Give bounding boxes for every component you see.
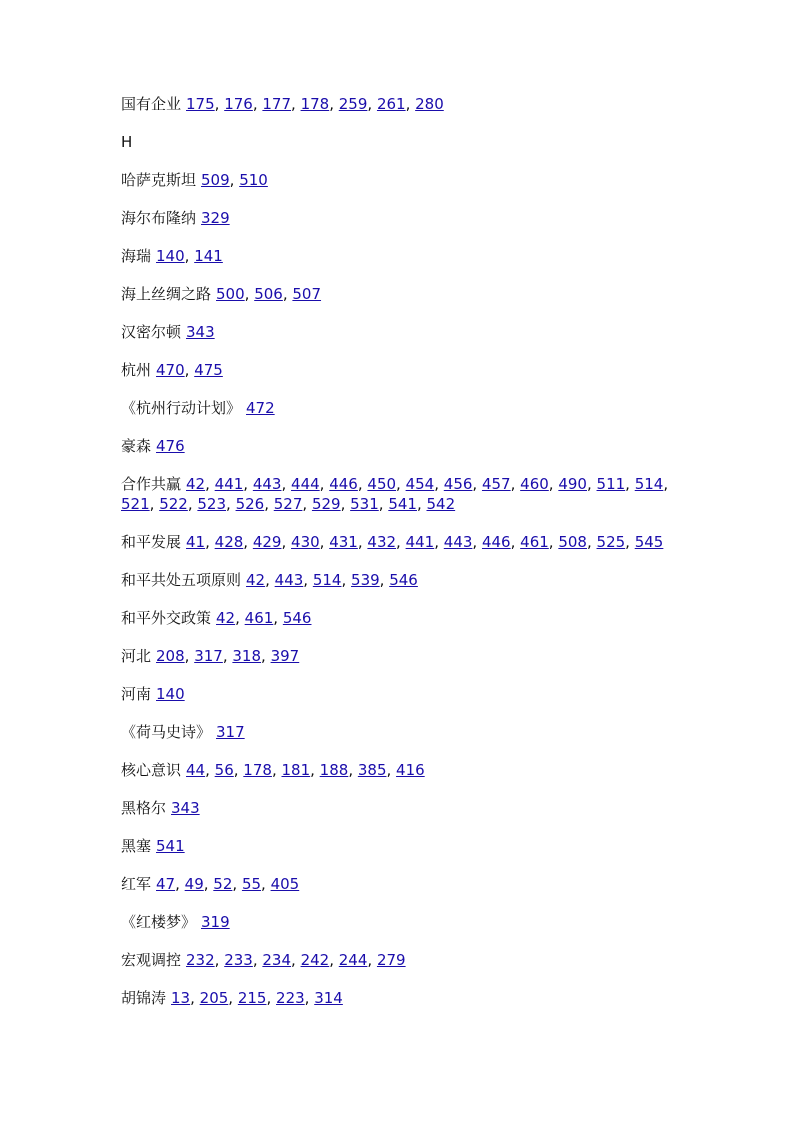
page-link[interactable]: 397 — [270, 647, 300, 665]
page-link[interactable]: 55 — [241, 875, 262, 893]
page-link[interactable]: 44 — [186, 761, 206, 779]
page-link[interactable]: 215 — [237, 989, 267, 1007]
page-link[interactable]: 428 — [214, 533, 244, 551]
page-link[interactable]: 175 — [186, 95, 215, 113]
page-link[interactable]: 141 — [194, 247, 223, 265]
page-separator: , — [348, 761, 358, 779]
page-separator: , — [271, 761, 282, 779]
index-term: 黑塞 — [121, 837, 152, 855]
page-link[interactable]: 343 — [186, 323, 215, 341]
index-entry — [121, 322, 681, 342]
page-link[interactable]: 56 — [214, 761, 234, 779]
index-entry — [121, 646, 681, 666]
page-separator: , — [302, 495, 312, 513]
page-link[interactable]: 541 — [388, 495, 417, 513]
index-entry — [121, 988, 681, 1008]
page-link[interactable]: 508 — [558, 533, 587, 551]
page-link[interactable]: 443 — [443, 533, 473, 551]
index-entry — [121, 436, 681, 456]
page-separator: , — [663, 475, 669, 493]
page-link[interactable]: 47 — [156, 875, 176, 893]
page-link[interactable]: 429 — [252, 533, 282, 551]
page-separator: , — [510, 475, 521, 493]
page-link[interactable]: 244 — [338, 951, 368, 969]
page-link[interactable]: 318 — [232, 647, 262, 665]
page-separator: , — [357, 533, 368, 551]
page-link[interactable]: 461 — [244, 609, 274, 627]
page-link[interactable]: 317 — [216, 723, 245, 741]
page-separator: , — [282, 285, 293, 303]
page-link[interactable]: 490 — [558, 475, 587, 493]
page-separator: , — [434, 475, 444, 493]
page-link[interactable]: 233 — [224, 951, 253, 969]
page-link[interactable]: 509 — [201, 171, 230, 189]
page-link[interactable]: 314 — [314, 989, 343, 1007]
page-link[interactable]: 188 — [319, 761, 349, 779]
page-link[interactable]: 319 — [201, 913, 230, 931]
page-link[interactable]: 431 — [329, 533, 358, 551]
page-separator: , — [265, 571, 275, 589]
page-link[interactable]: 223 — [276, 989, 305, 1007]
index-entry — [121, 398, 681, 418]
page-separator: , — [243, 533, 253, 551]
page-separator: , — [357, 475, 368, 493]
page-link[interactable]: 454 — [405, 475, 435, 493]
page-link[interactable]: 208 — [156, 647, 185, 665]
page-link[interactable]: 475 — [194, 361, 223, 379]
page-separator: , — [416, 495, 427, 513]
index-term: 海尔布隆纳 — [121, 209, 197, 227]
page-separator: , — [310, 761, 320, 779]
page-link[interactable]: 329 — [201, 209, 230, 227]
page-link[interactable]: 234 — [262, 951, 292, 969]
page-link[interactable]: 430 — [291, 533, 320, 551]
page-link[interactable]: 343 — [171, 799, 200, 817]
page-separator: , — [205, 475, 215, 493]
page-link[interactable]: 178 — [300, 95, 330, 113]
page-link[interactable]: 456 — [443, 475, 473, 493]
page-separator: , — [586, 533, 597, 551]
page-separator: , — [405, 95, 416, 113]
page-separator: , — [244, 285, 255, 303]
index-term: 《红楼梦》 — [121, 913, 197, 931]
index-entry — [121, 170, 681, 190]
page-separator: , — [175, 875, 185, 893]
page-link[interactable]: 500 — [216, 285, 245, 303]
index-entry — [121, 94, 681, 114]
page-separator: , — [510, 533, 521, 551]
page-link[interactable]: 42 — [246, 571, 266, 589]
page-separator: , — [266, 989, 277, 1007]
index-term: 合作共赢 — [121, 475, 182, 493]
index-entry — [121, 874, 681, 894]
page-link[interactable]: 507 — [292, 285, 322, 303]
page-separator: , — [329, 95, 339, 113]
page-link[interactable]: 450 — [367, 475, 397, 493]
page-link[interactable]: 546 — [389, 571, 418, 589]
page-separator: , — [184, 647, 195, 665]
page-separator: , — [226, 495, 236, 513]
index-entry — [121, 684, 681, 704]
index-term: 《荷马史诗》 — [121, 723, 212, 741]
page-separator: , — [625, 533, 635, 551]
page-separator: , — [586, 475, 597, 493]
index-term: 杭州 — [121, 361, 152, 379]
page-link[interactable]: 177 — [262, 95, 292, 113]
page-separator: , — [434, 533, 444, 551]
page-separator: , — [386, 761, 397, 779]
index-term: 国有企业 — [121, 95, 182, 113]
page-link[interactable]: 49 — [184, 875, 204, 893]
index-term: 海瑞 — [121, 247, 152, 265]
page-separator: , — [367, 951, 377, 969]
page-separator: , — [233, 761, 244, 779]
index-entry — [121, 608, 681, 628]
page-separator: , — [396, 475, 406, 493]
page-separator: , — [252, 951, 263, 969]
page-separator: , — [281, 475, 292, 493]
page-separator: , — [396, 533, 406, 551]
page-link[interactable]: 178 — [243, 761, 272, 779]
page-link[interactable]: 176 — [224, 95, 253, 113]
page-link[interactable]: 13 — [171, 989, 191, 1007]
index-term: 河北 — [121, 647, 152, 665]
index-entry — [121, 474, 681, 514]
page-separator: , — [472, 475, 482, 493]
page-link[interactable]: 259 — [338, 95, 368, 113]
page-link[interactable]: 514 — [312, 571, 342, 589]
page-link[interactable]: 529 — [311, 495, 341, 513]
page-link[interactable]: 522 — [159, 495, 188, 513]
page-separator: , — [548, 533, 559, 551]
index-entry — [121, 246, 681, 266]
page-separator: , — [625, 475, 635, 493]
page-separator: , — [261, 647, 271, 665]
index-entry — [121, 284, 681, 304]
page-link[interactable]: 432 — [367, 533, 397, 551]
page-link[interactable]: 457 — [481, 475, 511, 493]
page-separator: , — [303, 571, 313, 589]
page-separator: , — [304, 989, 315, 1007]
page-separator: , — [184, 247, 195, 265]
page-separator: , — [149, 495, 160, 513]
page-link[interactable]: 242 — [300, 951, 330, 969]
page-link[interactable]: 280 — [415, 95, 444, 113]
index-letter-heading — [121, 132, 681, 152]
page-link[interactable]: 446 — [329, 475, 358, 493]
page-separator: , — [341, 571, 352, 589]
index-entry — [121, 208, 681, 228]
index-entry — [121, 570, 681, 590]
page-separator: , — [214, 951, 225, 969]
index-entry — [121, 360, 681, 380]
page-link[interactable]: 461 — [520, 533, 549, 551]
page-separator: , — [379, 571, 390, 589]
page-link[interactable]: 181 — [281, 761, 311, 779]
page-separator: , — [252, 95, 263, 113]
page-link[interactable]: 441 — [214, 475, 244, 493]
page-separator: , — [190, 989, 200, 1007]
page-separator: , — [205, 533, 215, 551]
page-separator: , — [222, 647, 233, 665]
page-link[interactable]: 521 — [121, 495, 150, 513]
page-separator: , — [264, 495, 274, 513]
index-term: 哈萨克斯坦 — [121, 171, 197, 189]
index-term: 和平共处五项原则 — [121, 571, 242, 589]
page-link[interactable]: 506 — [254, 285, 283, 303]
page-link[interactable]: 523 — [197, 495, 227, 513]
page-link[interactable]: 405 — [270, 875, 300, 893]
page-link[interactable]: 443 — [252, 475, 282, 493]
page-separator: , — [232, 875, 242, 893]
page-link[interactable]: 514 — [634, 475, 664, 493]
index-entry — [121, 836, 681, 856]
page-link[interactable]: 232 — [186, 951, 215, 969]
page-link[interactable]: 261 — [376, 95, 406, 113]
page-separator: , — [273, 609, 283, 627]
page-separator: , — [319, 533, 330, 551]
page-separator: , — [261, 875, 271, 893]
page-link[interactable]: 546 — [282, 609, 312, 627]
page-link[interactable]: 472 — [246, 399, 275, 417]
page-link[interactable]: 52 — [213, 875, 233, 893]
index-entry — [121, 532, 681, 552]
page-separator: , — [367, 95, 377, 113]
page-link[interactable]: 42 — [186, 475, 206, 493]
page-link[interactable]: 541 — [156, 837, 185, 855]
page-separator: , — [319, 475, 330, 493]
page-link[interactable]: 525 — [596, 533, 626, 551]
index-term: 河南 — [121, 685, 152, 703]
page-link[interactable]: 42 — [216, 609, 236, 627]
page-separator: , — [235, 609, 245, 627]
index-term: 红军 — [121, 875, 152, 893]
index-term: 《杭州行动计划》 — [121, 399, 242, 417]
page-link[interactable]: 470 — [156, 361, 185, 379]
page-link[interactable]: 443 — [274, 571, 304, 589]
index-term: 和平外交政策 — [121, 609, 212, 627]
page-separator: , — [281, 533, 292, 551]
page-link[interactable]: 476 — [156, 437, 185, 455]
index-entry — [121, 722, 681, 742]
section-letter: H — [121, 133, 133, 151]
page-link[interactable]: 279 — [376, 951, 406, 969]
page-separator: , — [214, 95, 225, 113]
page-link[interactable]: 542 — [426, 495, 456, 513]
page-link[interactable]: 510 — [239, 171, 268, 189]
index-entry — [121, 912, 681, 932]
page-separator: , — [472, 533, 482, 551]
page-separator: , — [378, 495, 389, 513]
index-list — [121, 94, 681, 1026]
page-link[interactable]: 205 — [199, 989, 229, 1007]
page-link[interactable]: 526 — [235, 495, 265, 513]
page-link[interactable]: 140 — [156, 247, 185, 265]
index-term: 胡锦涛 — [121, 989, 167, 1007]
index-entry — [121, 760, 681, 780]
page-separator: , — [203, 875, 214, 893]
page-link[interactable]: 41 — [186, 533, 206, 551]
index-term: 黑格尔 — [121, 799, 167, 817]
page-separator: , — [229, 171, 240, 189]
index-entry — [121, 798, 681, 818]
page-link[interactable]: 416 — [396, 761, 425, 779]
page-link[interactable]: 385 — [357, 761, 387, 779]
page-separator: , — [548, 475, 559, 493]
page-link[interactable]: 527 — [273, 495, 303, 513]
index-term: 海上丝绸之路 — [121, 285, 212, 303]
page-separator: , — [291, 95, 301, 113]
index-term: 宏观调控 — [121, 951, 182, 969]
page-separator: , — [205, 761, 215, 779]
index-term: 汉密尔顿 — [121, 323, 182, 341]
index-term: 豪森 — [121, 437, 152, 455]
page-separator: , — [340, 495, 351, 513]
page-separator: , — [187, 495, 198, 513]
page-link[interactable]: 539 — [351, 571, 380, 589]
index-term: 和平发展 — [121, 533, 182, 551]
page-separator: , — [184, 361, 195, 379]
page-link[interactable]: 511 — [596, 475, 626, 493]
page-separator: , — [243, 475, 253, 493]
index-entry — [121, 950, 681, 970]
index-term: 核心意识 — [121, 761, 182, 779]
page-link[interactable]: 460 — [520, 475, 549, 493]
page-link[interactable]: 140 — [156, 685, 185, 703]
page-link[interactable]: 441 — [405, 533, 435, 551]
page-link[interactable]: 317 — [194, 647, 223, 665]
page-link[interactable]: 446 — [481, 533, 511, 551]
page-separator: , — [228, 989, 238, 1007]
page-link[interactable]: 531 — [350, 495, 379, 513]
page-separator: , — [329, 951, 339, 969]
page-link[interactable]: 444 — [291, 475, 320, 493]
page-separator: , — [291, 951, 301, 969]
page-link[interactable]: 545 — [634, 533, 664, 551]
